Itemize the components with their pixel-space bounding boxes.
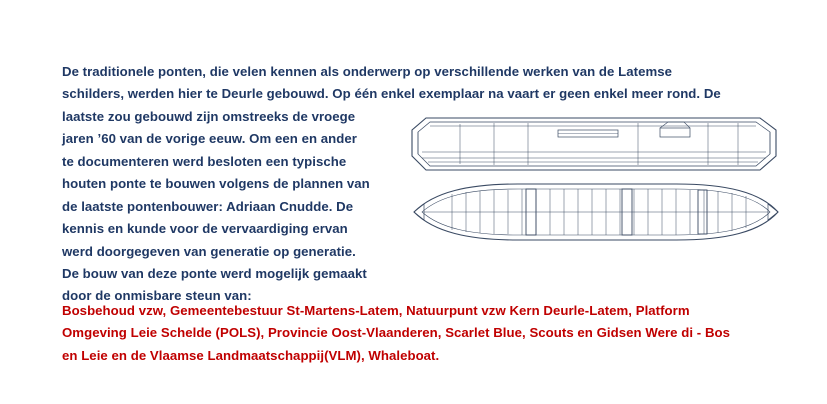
paragraph-line-5: te documenteren werd besloten een typische [62, 153, 347, 169]
paragraph-line-7: de laatste pontenbouwer: Adriaan Cnudde. De [62, 198, 354, 214]
credits-line-1: Bosbehoud vzw, Gemeentebestuur St-Martens-Latem, Natuurpunt vzw Kern Deurle-Latem, Platform [62, 303, 690, 318]
credits-line-3: en Leie en de Vlaamse Landmaatschappij(VLM), Whaleboat. [62, 347, 440, 363]
paragraph-line-1: De traditionele ponten, die velen kennen als onderwerp op verschillende werken van de Latemse [62, 64, 672, 79]
boat-technical-drawing [408, 108, 784, 288]
sponsor-credits [62, 300, 762, 367]
credits-line-2: Omgeving Leie Schelde (POLS), Provincie Oost-Vlaanderen, Scarlet Blue, Scouts en Gidsen Were di - Bos [62, 325, 731, 341]
paragraph-line-8: kennis en kunde voor de vervaardiging ervan [62, 221, 348, 237]
paragraph-line-11: door de onmisbare steun van: [62, 288, 252, 304]
side-elevation-view [412, 118, 776, 170]
paragraph-line-9: werd doorgegeven van generatie op generatie. [62, 243, 356, 259]
paragraph-line-2: schilders, werden hier te Deurle gebouwd. Op één enkel exemplaar na vaart er geen enkel meer rond. De [62, 86, 721, 102]
paragraph-line-10: De bouw van deze ponte werd mogelijk gemaakt [62, 265, 367, 281]
paragraph-line-4: jaren ’60 van de vorige eeuw. Om een en ander [62, 131, 357, 147]
top-plan-view [414, 184, 778, 240]
paragraph-line-6: houten ponte te bouwen volgens de plannen van [62, 176, 370, 192]
paragraph-line-3: laatste zou gebouwd zijn omstreeks de vroege [62, 108, 356, 124]
